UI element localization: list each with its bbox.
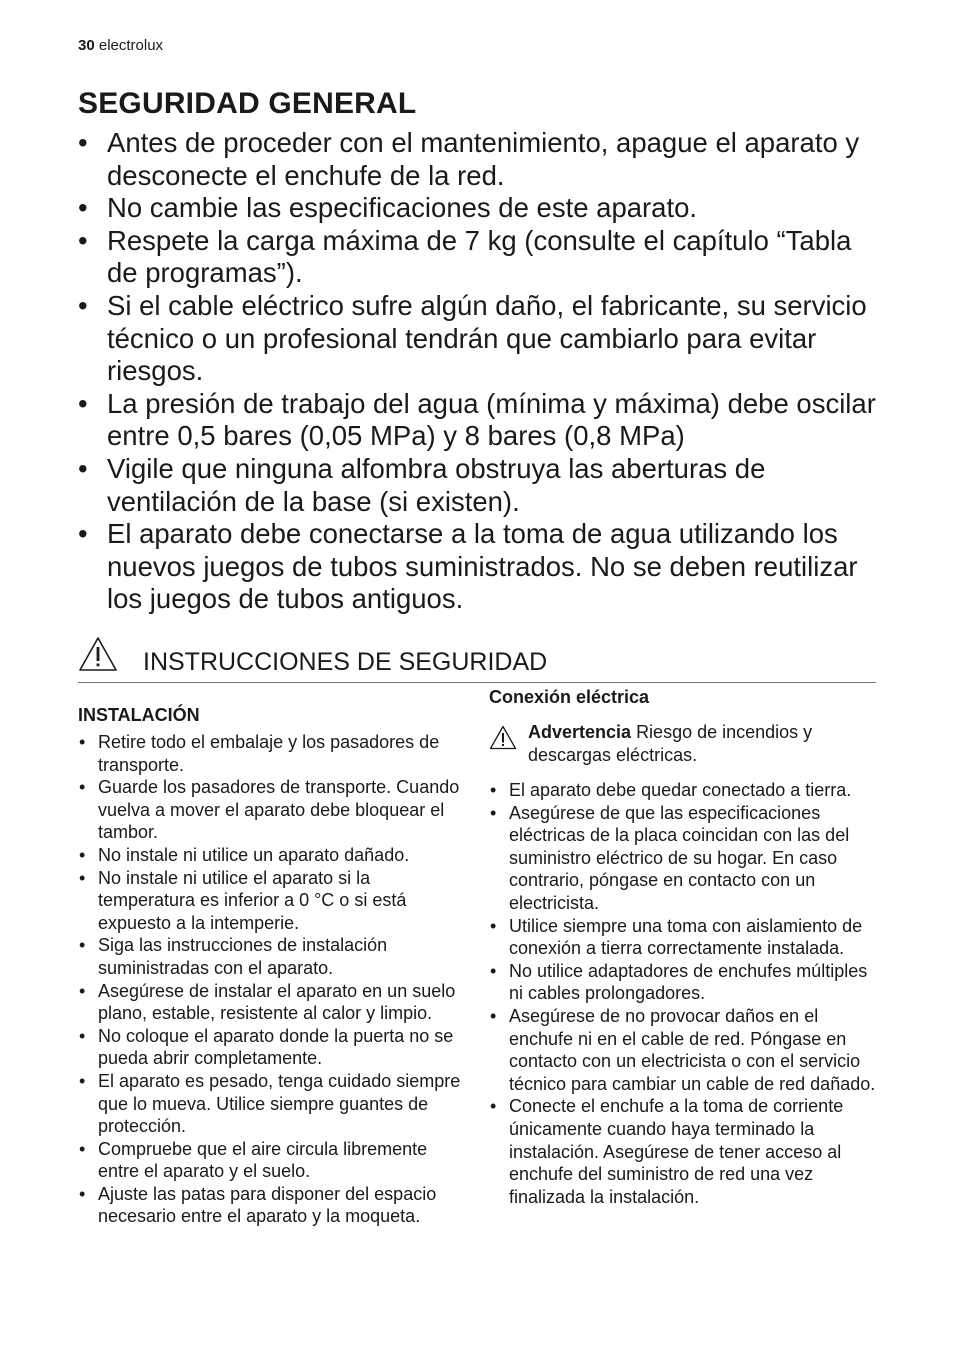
list-item: • Asegúrese de que las especificaciones eléctricas de la placa coincidan con las del suministro eléctrico de su hogar. En caso contrario, póngase en contacto con un electricista.: [490, 802, 850, 913]
general-safety-title: SEGURIDAD GENERAL: [78, 87, 417, 120]
bullet-icon: •: [79, 980, 86, 1001]
list-item: • El aparato debe quedar conectado a tierra.: [490, 780, 852, 800]
list-item: • Retire todo el embalaje y los pasadores de transporte.: [79, 732, 440, 775]
bullet-icon: •: [490, 1096, 497, 1117]
bullet-icon: •: [79, 777, 86, 798]
list-item: • Utilice siempre una toma con aislamiento de conexión a tierra correctamente instalada.: [490, 915, 863, 959]
page-header: [78, 37, 163, 55]
safety-instructions-header: [78, 636, 876, 683]
bullet-icon: •: [79, 1025, 86, 1046]
bullet-icon: •: [490, 960, 497, 981]
list-item: • Ajuste las patas para disponer del espacio necesario entre el aparato y la moqueta.: [79, 1183, 437, 1227]
bullet-icon: •: [79, 732, 86, 752]
bullet-icon: •: [490, 802, 497, 823]
bullet-icon: •: [78, 518, 88, 550]
installation-list: [78, 731, 468, 1228]
list-item: • Siga las instrucciones de instalación suministradas con el aparato.: [79, 935, 388, 978]
list-item: • Asegúrese de instalar el aparato en un suelo plano, estable, resistente al calor y limpio.: [79, 980, 456, 1024]
bullet-icon: •: [78, 452, 88, 484]
bullet-icon: •: [79, 1183, 86, 1204]
list-item: • No instale ni utilice el aparato si la temperatura es inferior a 0 °C o si está expuesto a la intemperie.: [79, 867, 407, 933]
warning-triangle-icon: [78, 636, 118, 672]
warning-triangle-icon: [489, 725, 517, 750]
list-item: • Compruebe que el aire circula libremente entre el aparato y el suelo.: [79, 1138, 428, 1182]
bullet-icon: •: [78, 289, 88, 321]
list-item: • No utilice adaptadores de enchufes múltiples ni cables prolongadores.: [490, 960, 868, 1004]
general-safety-list: [78, 127, 878, 616]
bullet-icon: •: [490, 780, 497, 800]
bullet-icon: •: [490, 915, 497, 936]
bullet-icon: •: [79, 844, 86, 865]
bullet-icon: •: [78, 127, 88, 158]
electrical-list: [489, 779, 881, 1208]
electrical-column: [489, 686, 881, 1208]
list-item: • Vigile que ninguna alfombra obstruya las aberturas de ventilación de la base (si existen).: [78, 452, 766, 517]
safety-instructions-title: INSTRUCCIONES DE SEGURIDAD: [143, 648, 548, 676]
installation-title: INSTALACIÓN: [78, 705, 200, 725]
bullet-icon: •: [78, 192, 88, 224]
bullet-icon: •: [79, 1138, 86, 1159]
installation-column: [78, 704, 468, 1228]
list-item: • La presión de trabajo del agua (mínima y máxima) debe oscilar entre 0,5 bares (0,05 MPa) y 8 bares (0,8 MPa): [78, 387, 876, 452]
bullet-icon: •: [78, 224, 88, 256]
list-item: • Respete la carga máxima de 7 kg (consulte el capítulo “Tabla de programas”).: [78, 224, 852, 289]
list-item: • El aparato es pesado, tenga cuidado siempre que lo mueva. Utilice siempre guantes de protección.: [79, 1070, 461, 1137]
bullet-icon: •: [79, 867, 86, 888]
list-item: • Asegúrese de no provocar daños en el enchufe ni en el cable de red. Póngase en contacto con un electricista o con el servicio técnico para cambiar un cable de red dañado.: [490, 1005, 876, 1094]
electrical-warning: [489, 721, 881, 767]
list-item: • Si el cable eléctrico sufre algún daño, el fabricante, su servicio técnico o un profesional tendrán que cambiarlo para evitar riesgos.: [78, 289, 867, 387]
list-item: • No cambie las especificaciones de este aparato.: [78, 192, 698, 224]
list-item: • Conecte el enchufe a la toma de corriente únicamente cuando haya terminado la instalación. Asegúrese de tener acceso al enchufe del suministro de red una vez finalizada la instalación.: [490, 1096, 844, 1207]
electrical-title: Conexión eléctrica: [489, 687, 650, 707]
brand-name: electrolux: [98, 37, 164, 54]
bullet-icon: •: [79, 935, 86, 956]
list-item: • Antes de proceder con el mantenimiento, apague el aparato y desconecte el enchufe de la red.: [78, 127, 860, 191]
list-item: • No instale ni utilice un aparato dañado.: [79, 844, 410, 865]
bullet-icon: •: [78, 387, 88, 419]
page-number: 30: [78, 37, 95, 54]
list-item: • Guarde los pasadores de transporte. Cuando vuelva a mover el aparato debe bloquear el tambor.: [79, 777, 460, 843]
bullet-icon: •: [490, 1005, 497, 1026]
warning-text: Riesgo de incendios y descargas eléctricas.: [528, 722, 813, 765]
warning-label: Advertencia: [528, 722, 632, 742]
list-item: • El aparato debe conectarse a la toma de agua utilizando los nuevos juegos de tubos suministrados. No se deben reutilizar los juegos de tubos antiguos.: [78, 518, 858, 615]
list-item: • No coloque el aparato donde la puerta no se pueda abrir completamente.: [79, 1025, 454, 1069]
bullet-icon: •: [79, 1070, 86, 1091]
